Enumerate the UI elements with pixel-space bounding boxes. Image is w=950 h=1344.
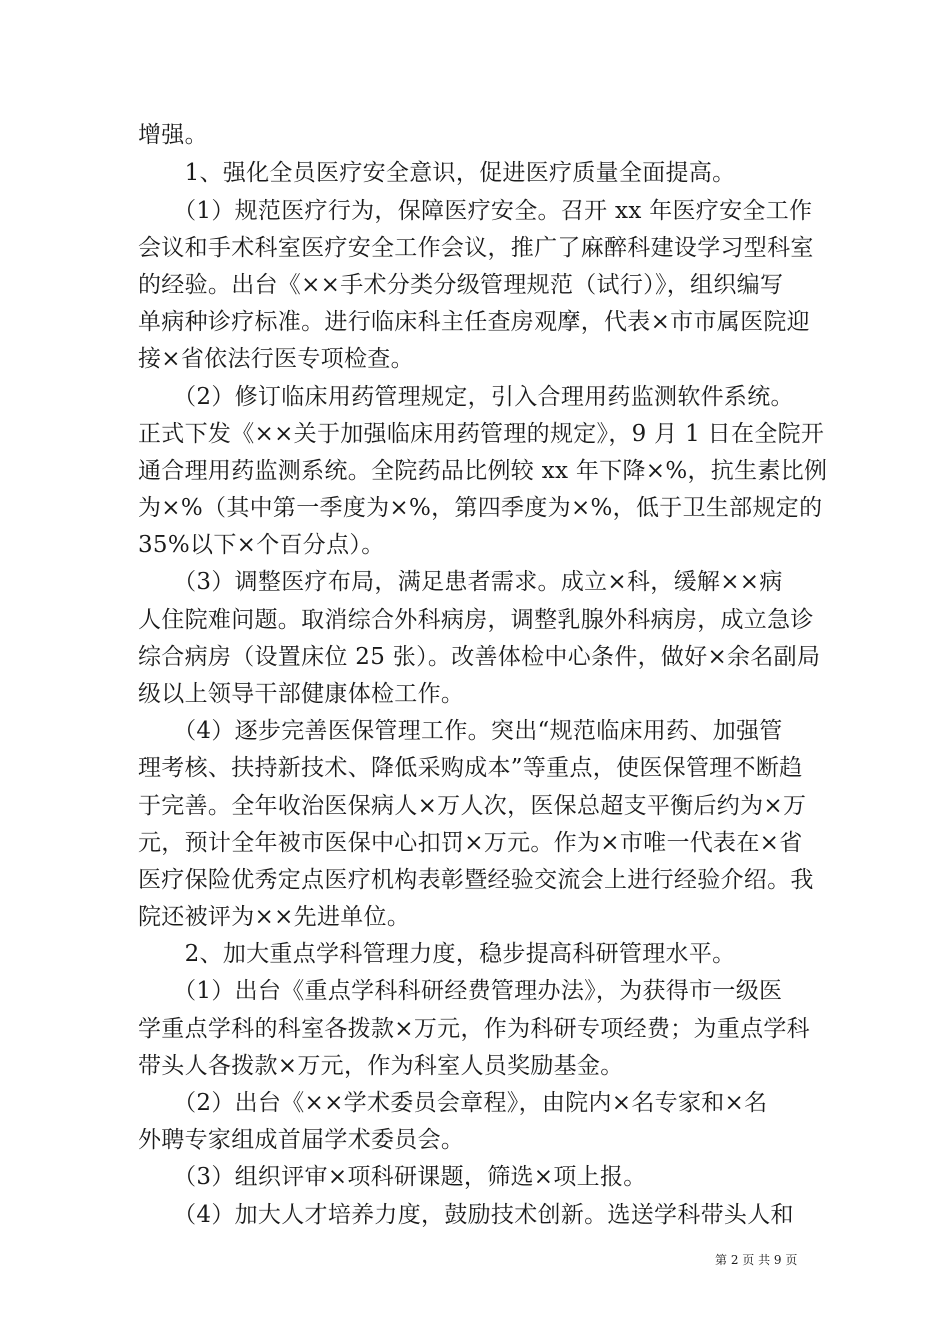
- text-line: （3）组织评审×项科研课题，筛选×项上报。: [138, 1164, 647, 1190]
- page-number-footer: 第 2 页 共 9 页: [715, 1253, 798, 1267]
- text-line: 正式下发《××关于加强临床用药管理的规定》，9 月 1 日在全院开: [138, 421, 825, 447]
- text-line: 单病种诊疗标准。进行临床科主任查房观摩，代表×市市属医院迎: [138, 309, 810, 335]
- text-line: （1）规范医疗行为，保障医疗安全。召开 xx 年医疗安全工作: [138, 198, 813, 224]
- text-line: 院还被评为××先进单位。: [138, 904, 411, 930]
- text-line: 带头人各拨款×万元，作为科室人员奖励基金。: [138, 1053, 624, 1079]
- text-line: 元，预计全年被市医保中心扣罚×万元。作为×市唯一代表在×省: [138, 830, 803, 856]
- text-line: （1）出台《重点学科科研经费管理办法》，为获得市一级医: [138, 978, 783, 1004]
- text-line: 35%以下×个百分点）。: [138, 532, 385, 558]
- text-line: 接×省依法行医专项检查。: [138, 346, 414, 372]
- text-line: （4）加大人才培养力度，鼓励技术创新。选送学科带头人和: [138, 1202, 794, 1228]
- text-line: 理考核、扶持新技术、降低采购成本”等重点，使医保管理不断趋: [138, 755, 803, 781]
- text-line: 2、加大重点学科管理力度，稳步提高科研管理水平。: [138, 941, 736, 967]
- text-line: 的经验。出台《××手术分类分级管理规范（试行）》，组织编写: [138, 272, 784, 298]
- text-line: 外聘专家组成首届学术委员会。: [138, 1127, 465, 1153]
- text-line: 为×%（其中第一季度为×%，第四季度为×%，低于卫生部规定的: [138, 495, 823, 521]
- text-line: 医疗保险优秀定点医疗机构表彰暨经验交流会上进行经验介绍。我: [138, 867, 814, 893]
- text-line: （3）调整医疗布局，满足患者需求。成立×科，缓解××病: [138, 569, 783, 595]
- text-line: 级以上领导干部健康体检工作。: [138, 681, 465, 707]
- text-line: 通合理用药监测系统。全院药品比例较 xx 年下降×%，抗生素比例: [138, 458, 828, 484]
- text-line: （4）逐步完善医保管理工作。突出“规范临床用药、加强管: [138, 718, 783, 744]
- text-line: 人住院难问题。取消综合外科病房，调整乳腺外科病房，成立急诊: [138, 607, 814, 633]
- text-line: 增强。: [138, 122, 208, 148]
- text-line: （2）修订临床用药管理规定，引入合理用药监测软件系统。: [138, 384, 794, 410]
- text-line: 学重点学科的科室各拨款×万元，作为科研专项经费；为重点学科: [138, 1016, 810, 1042]
- text-line: （2）出台《××学术委员会章程》，由院内×名专家和×名: [138, 1090, 768, 1116]
- text-line: 会议和手术科室医疗安全工作会议，推广了麻醉科建设学习型科室: [138, 235, 814, 261]
- text-line: 于完善。全年收治医保病人×万人次，医保总超支平衡后约为×万: [138, 793, 807, 819]
- text-line: 1、强化全员医疗安全意识，促进医疗质量全面提高。: [138, 160, 736, 186]
- text-line: 综合病房（设置床位 25 张）。改善体检中心条件，做好×余名副局: [138, 644, 821, 670]
